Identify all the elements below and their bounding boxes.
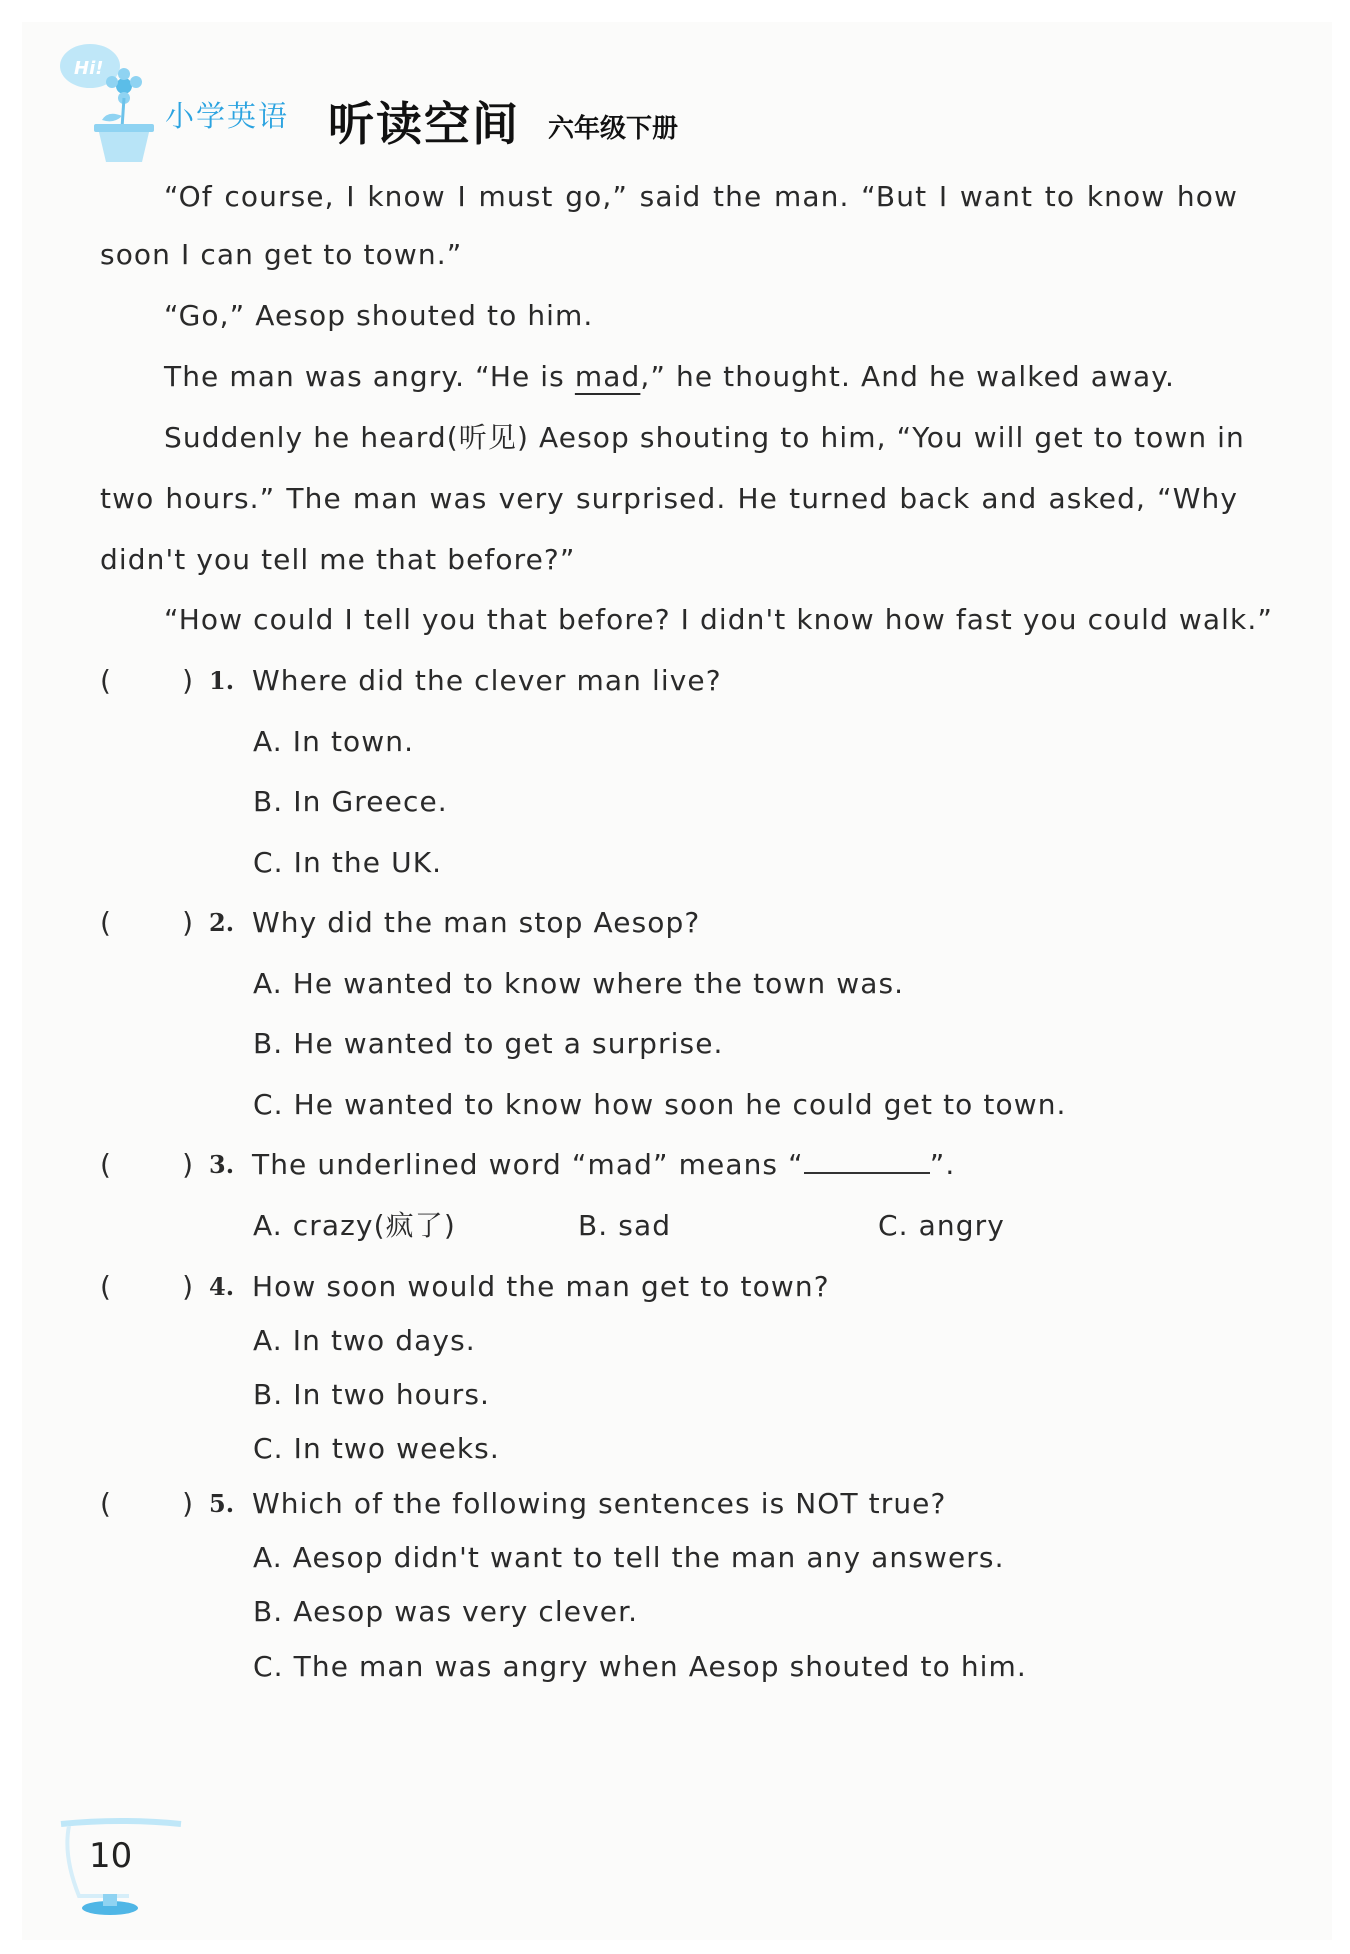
passage-line: didn't you tell me that before?” [100, 543, 576, 576]
question-text: Where did the clever man live? [252, 664, 722, 697]
passage-line: “How could I tell you that before? I didn't know how fast you could walk.” [164, 603, 1273, 636]
option-c: C. angry [878, 1209, 1005, 1242]
answer-blank[interactable]: ( ) [100, 1148, 194, 1181]
passage-text: ,” he thought. And he walked away. [640, 360, 1175, 393]
brand-subtitle: 小学英语 [165, 99, 290, 133]
page-number: 10 [89, 1836, 133, 1876]
answer-blank[interactable]: ( ) [100, 1270, 194, 1303]
passage-line: “Of course, I know I must go,” said the man. “But I want to know how [164, 180, 1238, 213]
answer-blank[interactable]: ( ) [100, 664, 194, 697]
option-c: C. In two weeks. [253, 1432, 500, 1465]
answer-blank[interactable]: ( ) [100, 1487, 194, 1520]
question-text: How soon would the man get to town? [252, 1270, 830, 1303]
passage-line [164, 360, 1238, 394]
answer-blank[interactable]: ( ) [100, 906, 194, 939]
question-text [252, 1148, 955, 1182]
grade-label: 六年级下册 [548, 114, 679, 144]
option-c: C. The man was angry when Aesop shouted to him. [253, 1650, 1027, 1683]
flower-pot-logo-icon [50, 36, 160, 166]
passage-text: The man was angry. “He is [164, 360, 575, 393]
underlined-word: mad [574, 360, 641, 393]
question-text: Which of the following sentences is NOT true? [252, 1487, 947, 1520]
option-a: A. In town. [253, 725, 415, 758]
passage-line: two hours.” The man was very surprised. He turned back and asked, “Why [100, 482, 1238, 515]
question-number: 1. [209, 666, 235, 695]
option-b: B. Aesop was very clever. [253, 1595, 639, 1628]
passage-line: “Go,” Aesop shouted to him. [164, 299, 594, 332]
option-c: C. In the UK. [253, 846, 443, 879]
passage-line: soon I can get to town.” [100, 238, 463, 271]
logo-hi-text: Hi! [74, 58, 104, 79]
question-text: Why did the man stop Aesop? [252, 906, 701, 939]
brand-title: 听读空间 [328, 97, 520, 151]
question-number: 4. [209, 1272, 235, 1301]
question-number: 3. [209, 1150, 235, 1179]
option-a: A. crazy(疯了) [253, 1209, 456, 1242]
option-c: C. He wanted to know how soon he could get to town. [253, 1088, 1067, 1121]
fill-in-blank [804, 1148, 930, 1174]
question-text-start: The underlined word “mad” means “ [252, 1148, 804, 1181]
question-number: 2. [209, 908, 235, 937]
passage-line: Suddenly he heard(听见) Aesop shouting to him, “You will get to town in [164, 421, 1245, 454]
option-a: A. Aesop didn't want to tell the man any answers. [253, 1541, 1005, 1574]
option-a: A. In two days. [253, 1324, 476, 1357]
question-text-end: ”. [929, 1148, 956, 1181]
option-b: B. He wanted to get a surprise. [253, 1027, 724, 1060]
page-header [50, 36, 750, 166]
option-b: B. sad [578, 1209, 672, 1242]
option-a: A. He wanted to know where the town was. [253, 967, 905, 1000]
option-b: B. In Greece. [253, 785, 448, 818]
option-b: B. In two hours. [253, 1378, 491, 1411]
question-number: 5. [209, 1489, 235, 1518]
